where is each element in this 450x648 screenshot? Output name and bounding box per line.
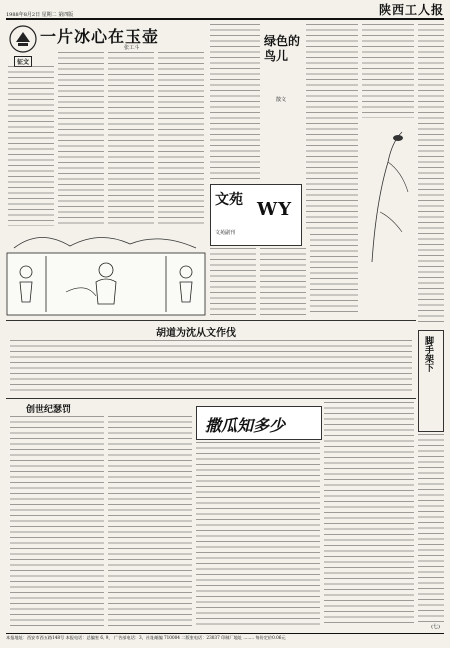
- main-article-body-col3: [108, 52, 154, 226]
- main-article-title: 一片冰心在玉壶: [40, 27, 160, 46]
- song-article-body: [10, 340, 412, 392]
- newspaper-page: [6, 4, 444, 642]
- cartoon-illustration: [6, 252, 206, 316]
- middle-lower-body-col1: [210, 248, 256, 316]
- page-number: (七): [431, 624, 440, 630]
- right-article-title: 脚手架下: [423, 336, 433, 372]
- section-divider: [6, 320, 416, 321]
- bird-article-title: 绿色的鸟儿: [264, 34, 301, 63]
- bird-article-body-col1: [306, 24, 358, 230]
- main-article-body-col4: [158, 52, 204, 226]
- cultural-section-badge: [210, 184, 302, 246]
- cultural-badge-letters: WY: [257, 199, 293, 220]
- cultural-badge-sub: 文苑副刊: [215, 230, 236, 236]
- bottle-illustration: [10, 226, 200, 250]
- cultural-badge-label: 文苑: [215, 192, 243, 208]
- bird-sketch-illustration: [362, 122, 414, 272]
- emblem-icon: [8, 24, 38, 54]
- bird-article-section: 散文: [276, 97, 287, 103]
- middle-lower-body-col2: [260, 248, 306, 316]
- masthead: 陕西工人报: [378, 3, 444, 17]
- song-article-title: 胡道为沈从文作伐: [156, 328, 236, 339]
- main-article-author: 张工斗: [124, 45, 140, 51]
- main-article-body-col2: [58, 52, 104, 226]
- bottom-mid-article-title: 撒瓜知多少: [205, 416, 286, 435]
- right-strip-body: [418, 24, 444, 324]
- bird-article-body-col2: [362, 24, 414, 118]
- issue-date: 1988年8月2日 星期二 第四版: [6, 12, 74, 18]
- main-article-body-col1: [8, 66, 54, 226]
- middle-lower-body-col3: [310, 234, 358, 316]
- main-article-section-badge: 征文: [14, 56, 32, 67]
- bottom-mid-body-col1: [108, 416, 192, 626]
- middle-article-body: [210, 24, 260, 180]
- bottom-mid-title-box: [196, 406, 322, 440]
- bottom-left-body-col1: [10, 416, 104, 626]
- bottom-right-body-col: [324, 402, 414, 626]
- bottom-left-article-title: 创世纪瑟罚: [26, 405, 72, 415]
- footer-bar: 本报地址：西安市西五路148号 本报电话：总编室 6, 9， 广告部电话：3，社址邮编 710004 二版室电话：23037 印制厂地址 ........ 每份定价0.06元: [6, 633, 444, 642]
- bottom-mid-body-col2: [196, 442, 320, 626]
- bottom-divider: [6, 398, 416, 399]
- top-bar: [6, 4, 444, 20]
- right-lower-body: [418, 434, 444, 624]
